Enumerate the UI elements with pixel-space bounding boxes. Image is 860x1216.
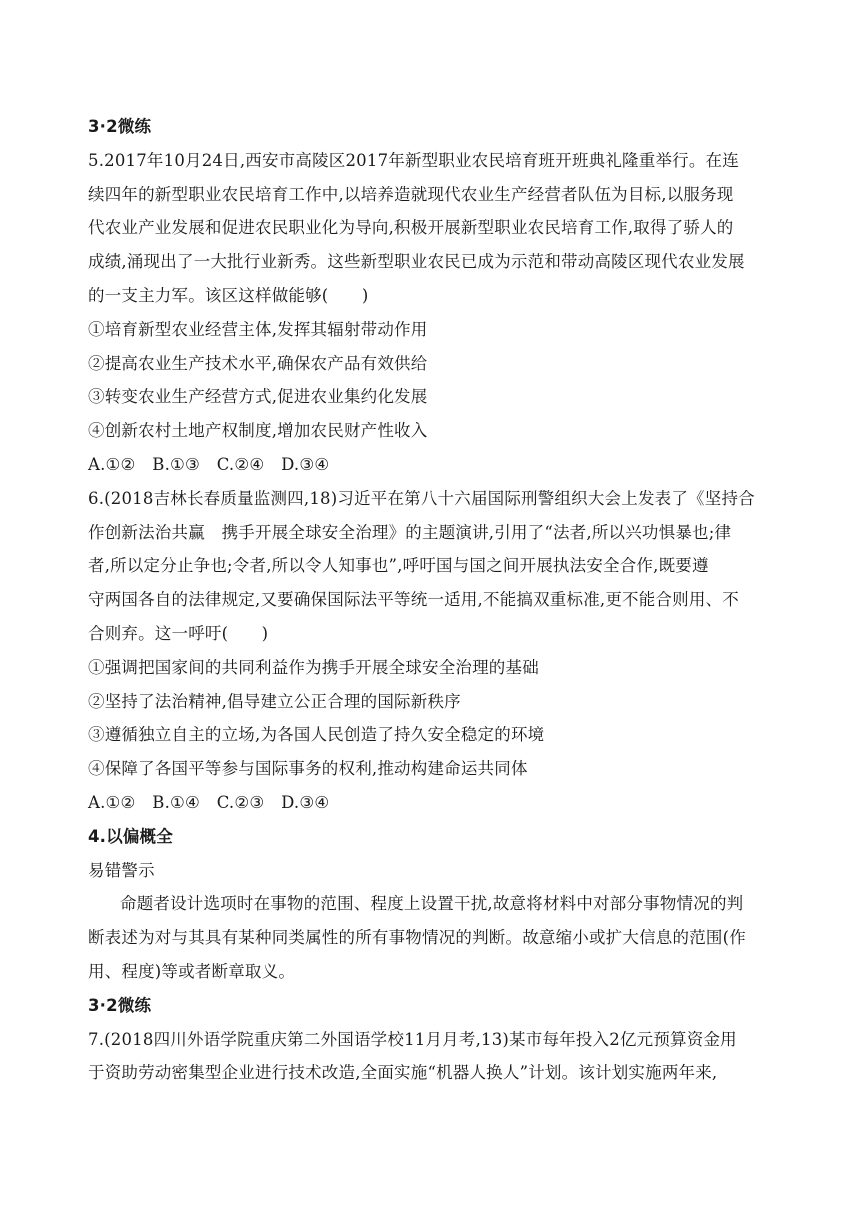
section-heading-4: 4.以偏概全: [88, 826, 173, 846]
warning-paragraph-line-3: 用、程度)等或者断章取义。: [88, 961, 296, 981]
question-7-line-2: 于资助劳动密集型企业进行技术改造,全面实施“机器人换人”计划。该计划实施两年来,: [88, 1063, 718, 1083]
question-6-option-1: ①强调把国家间的共同利益作为携手开展全球安全治理的基础: [88, 657, 539, 677]
question-6-choices: A.①② B.①④ C.②③ D.③④: [88, 792, 330, 812]
question-5-line-3: 代农业产业发展和促进农民职业化为导向,积极开展新型职业农民培育工作,取得了骄人的: [88, 218, 734, 238]
question-5-option-3: ③转变农业生产经营方式,促进农业集约化发展: [88, 387, 428, 407]
question-6-line-3: 者,所以定分止争也;令者,所以令人知事也”,呼吁国与国之间开展执法安全合作,既要遵: [88, 556, 709, 576]
question-7-line-1: 7.(2018四川外语学院重庆第二外国语学校11月月考,13)某市每年投入2亿元预算资金用: [88, 1029, 737, 1049]
question-5-option-4: ④创新农村土地产权制度,增加农民财产性收入: [88, 421, 428, 441]
warning-label: 易错警示: [88, 860, 155, 880]
question-5-line-1: 5.2017年10月24日,西安市高陵区2017年新型职业农民培育班开班典礼隆重举行。在连: [88, 150, 739, 170]
question-5-choices: A.①② B.①③ C.②④ D.③④: [88, 454, 330, 474]
question-6-option-2: ②坚持了法治精神,倡导建立公正合理的国际新秩序: [88, 691, 461, 711]
question-6-option-3: ③遵循独立自主的立场,为各国人民创造了持久安全稳定的环境: [88, 725, 545, 745]
question-6-line-2: 作创新法治共赢 携手开展全球安全治理》的主题演讲,引用了“法者,所以兴功惧暴也;律: [88, 522, 732, 542]
section-heading: 3·2微练: [88, 117, 152, 136]
question-5-line-2: 续四年的新型职业农民培育工作中,以培养造就现代农业生产经营者队伍为目标,以服务现: [88, 184, 734, 204]
question-5-option-1: ①培育新型农业经营主体,发挥其辐射带动作用: [88, 319, 428, 339]
question-6-option-4: ④保障了各国平等参与国际事务的权利,推动构建命运共同体: [88, 759, 528, 779]
warning-paragraph-line-2: 断表述为对与其具有某种同类属性的所有事物情况的判断。故意缩小或扩大信息的范围(作: [88, 928, 746, 948]
question-6-line-5: 合则弃。这一呼吁( ): [88, 623, 269, 643]
section-heading-2: 3·2微练: [88, 995, 152, 1015]
question-6-line-1: 6.(2018吉林长春质量监测四,18)习近平在第八十六届国际刑警组织大会上发表了《坚持合: [88, 488, 755, 508]
question-6-line-4: 守两国各自的法律规定,又要确保国际法平等统一适用,不能搞双重标准,更不能合则用、不: [88, 590, 739, 610]
question-5-line-5: 的一支主力军。该区这样做能够( ): [88, 285, 369, 305]
question-5-line-4: 成绩,涌现出了一大批行业新秀。这些新型职业农民已成为示范和带动高陵区现代农业发展: [88, 252, 745, 272]
question-5-option-2: ②提高农业生产技术水平,确保农产品有效供给: [88, 353, 428, 373]
warning-paragraph-line-1: 命题者设计选项时在事物的范围、程度上设置干扰,故意将材料中对部分事物情况的判: [120, 894, 744, 914]
document-page: [88, 110, 778, 1090]
